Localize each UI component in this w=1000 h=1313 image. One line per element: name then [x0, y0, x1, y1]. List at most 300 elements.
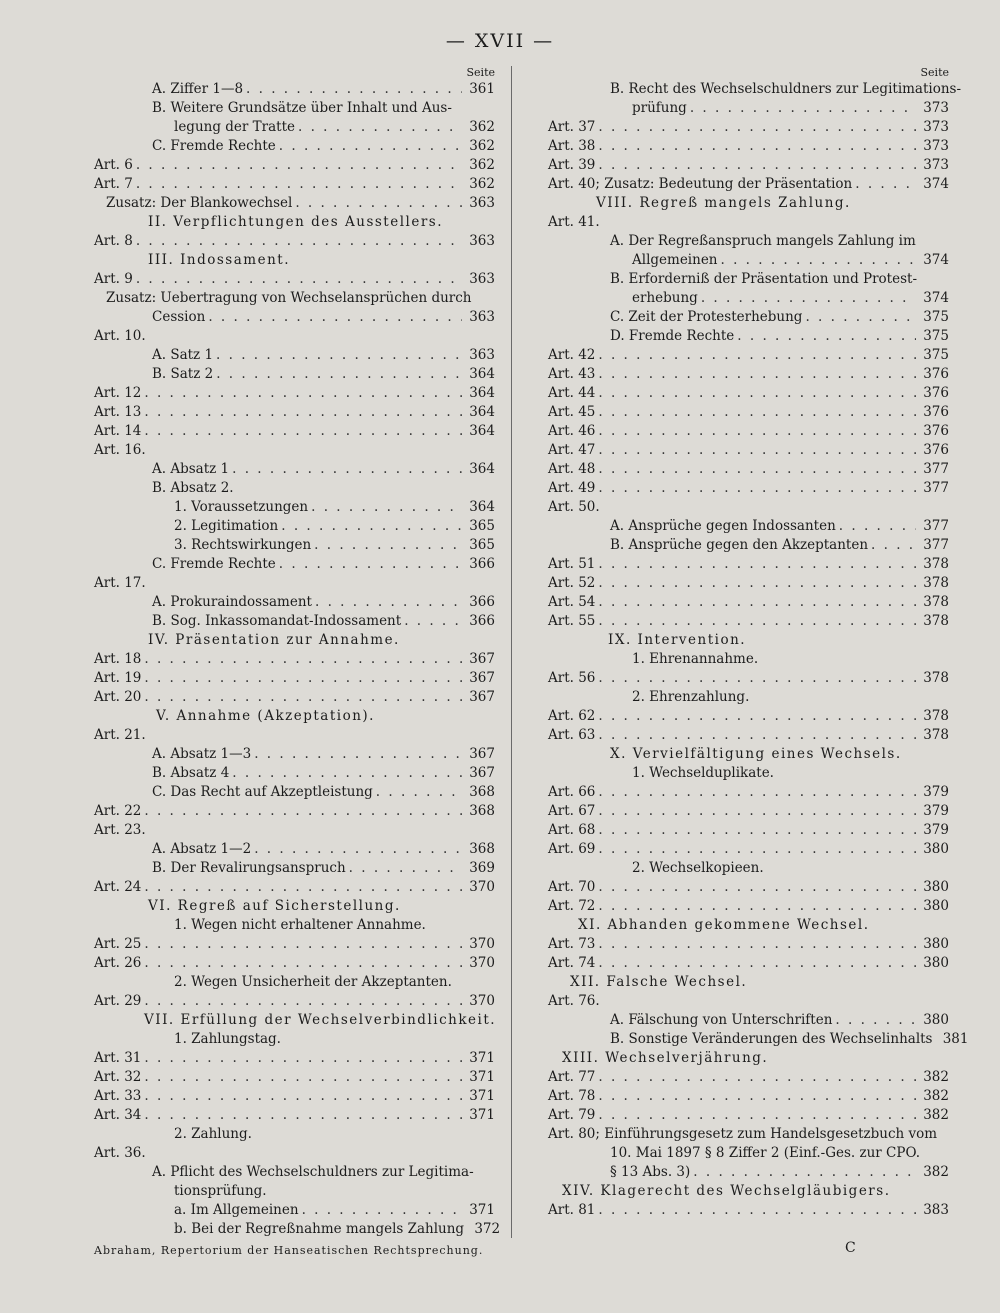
toc-entry-label: A. Satz 1 — [152, 347, 214, 363]
dot-leader — [598, 346, 916, 365]
toc-entry — [548, 973, 949, 992]
toc-entry-label: B. Recht des Wechselschuldners zur Legitimations- — [610, 81, 962, 97]
toc-entry-label: Art. 19 — [94, 670, 142, 686]
toc-page-number: 365 — [469, 537, 495, 553]
toc-entry-label: Art. 40; Zusatz: Bedeutung der Präsentation — [548, 176, 853, 192]
toc-entry-label: legung der Tratte — [174, 119, 295, 135]
dot-leader — [216, 365, 462, 384]
dot-leader — [598, 612, 916, 631]
toc-page-number: 372 — [474, 1221, 501, 1237]
dot-leader — [208, 308, 462, 327]
dot-leader — [144, 954, 462, 973]
left-entry-list — [94, 80, 501, 1239]
toc-page-number: 364 — [469, 499, 495, 515]
toc-entry-label: Art. 67 — [548, 803, 596, 819]
toc-page-number: 370 — [469, 993, 495, 1009]
toc-page-number: 377 — [923, 518, 949, 534]
toc-entry — [548, 327, 949, 346]
toc-page-number: 380 — [923, 955, 949, 971]
toc-entry — [94, 99, 495, 118]
toc-entry-label: Allgemeinen — [632, 252, 718, 268]
dot-leader — [598, 555, 916, 574]
toc-page-number: 364 — [469, 423, 495, 439]
toc-page-number: 379 — [923, 803, 949, 819]
seite-label: Seite — [920, 66, 949, 79]
toc-entry-label: Art. 80; Einführungsgesetz zum Handelsgesetzbuch vom — [548, 1126, 938, 1142]
toc-entry-label: Art. 33 — [94, 1088, 142, 1104]
dot-leader — [144, 422, 462, 441]
toc-entry-label: Art. 16. — [94, 442, 146, 458]
toc-entry — [94, 517, 495, 536]
toc-entry-label: erhebung — [632, 290, 698, 306]
toc-entry-label: Art. 68 — [548, 822, 596, 838]
toc-entry-label: Art. 70 — [548, 879, 596, 895]
toc-entry-label: A. Der Regreßanspruch mangels Zahlung im — [610, 233, 916, 249]
dot-leader — [279, 137, 462, 156]
dot-leader — [598, 1087, 916, 1106]
toc-page-number: 362 — [469, 157, 495, 173]
toc-entry — [94, 745, 495, 764]
toc-entry — [548, 821, 949, 840]
toc-entry — [548, 1125, 949, 1144]
dot-leader — [144, 650, 462, 669]
toc-entry-label: B. Ansprüche gegen den Akzeptanten — [610, 537, 869, 553]
toc-entry-label: 2. Legitimation — [174, 518, 279, 534]
toc-page-number: 363 — [469, 347, 495, 363]
toc-section-heading: III. Indossament. — [148, 252, 290, 268]
toc-entry — [548, 669, 949, 688]
toc-entry-label: C. Das Recht auf Akzeptleistung — [152, 784, 373, 800]
toc-entry-label: A. Absatz 1 — [152, 461, 230, 477]
toc-section-heading: X. Vervielfältigung eines Wechsels. — [610, 746, 902, 762]
toc-page-number: 375 — [923, 328, 949, 344]
toc-entry — [94, 251, 495, 270]
dot-leader — [302, 1201, 462, 1220]
toc-entry — [94, 1201, 495, 1220]
toc-page-number: 378 — [923, 708, 949, 724]
dot-leader — [701, 289, 916, 308]
toc-section-heading: IX. Intervention. — [608, 632, 747, 648]
toc-page-number: 378 — [923, 613, 949, 629]
toc-page-number: 380 — [923, 879, 949, 895]
toc-entry — [548, 1049, 949, 1068]
dot-leader — [598, 707, 916, 726]
toc-page-number: 376 — [923, 366, 949, 382]
dot-leader — [598, 897, 916, 916]
dot-leader — [598, 156, 916, 175]
toc-entry — [94, 422, 495, 441]
toc-entry-label: Art. 23. — [94, 822, 146, 838]
dot-leader — [314, 536, 462, 555]
dot-leader — [298, 118, 462, 137]
toc-section-heading: XIV. Klagerecht des Wechselgläubigers. — [562, 1183, 891, 1199]
toc-entry-label: Art. 74 — [548, 955, 596, 971]
toc-entry-label: prüfung — [632, 100, 687, 116]
toc-entry — [548, 118, 949, 137]
toc-entry-label: A. Prokuraindossament — [152, 594, 312, 610]
dot-leader — [144, 384, 462, 403]
toc-entry-label: B. Sonstige Veränderungen des Wechselinhalts — [610, 1031, 933, 1047]
toc-entry — [548, 764, 949, 783]
toc-entry-label: C. Fremde Rechte — [152, 138, 276, 154]
toc-entry — [548, 650, 949, 669]
toc-entry-label: Art. 41. — [548, 214, 600, 230]
toc-entry — [548, 156, 949, 175]
toc-entry — [548, 99, 949, 118]
toc-page-number: 362 — [469, 138, 495, 154]
toc-entry — [94, 707, 495, 726]
toc-entry — [548, 574, 949, 593]
toc-page-number: 371 — [469, 1107, 495, 1123]
toc-entry — [548, 593, 949, 612]
toc-page-number: 362 — [469, 119, 495, 135]
dot-leader — [839, 517, 916, 536]
toc-entry-label: 1. Wegen nicht erhaltener Annahme. — [174, 917, 426, 933]
toc-page-number: 371 — [469, 1050, 495, 1066]
dot-leader — [598, 726, 916, 745]
toc-entry — [548, 346, 949, 365]
dot-leader — [598, 783, 916, 802]
toc-entry — [94, 137, 495, 156]
toc-entry-label: Art. 39 — [548, 157, 596, 173]
toc-entry-label: Art. 79 — [548, 1107, 596, 1123]
toc-page-number: 371 — [469, 1069, 495, 1085]
toc-entry-label: Art. 8 — [94, 233, 133, 249]
dot-leader — [598, 1201, 916, 1220]
toc-entry-label: Art. 72 — [548, 898, 596, 914]
dot-leader — [690, 99, 916, 118]
toc-entry-label: Art. 26 — [94, 955, 142, 971]
toc-page-number: 371 — [469, 1088, 495, 1104]
toc-page-number: 378 — [923, 575, 949, 591]
toc-entry — [548, 175, 949, 194]
toc-entry — [548, 1030, 969, 1049]
toc-entry — [94, 1068, 495, 1087]
toc-page-number: 374 — [923, 176, 949, 192]
toc-entry-label: Art. 54 — [548, 594, 596, 610]
dot-leader — [281, 517, 462, 536]
toc-entry — [94, 878, 495, 897]
toc-entry — [548, 1182, 949, 1201]
toc-entry — [94, 403, 495, 422]
toc-entry-label: C. Fremde Rechte — [152, 556, 276, 572]
left-column — [94, 66, 501, 1239]
toc-entry-label: Cession — [152, 309, 206, 325]
toc-page-number: 375 — [923, 309, 949, 325]
toc-page-number: 382 — [923, 1164, 949, 1180]
toc-section-heading: XIII. Wechselverjährung. — [562, 1050, 769, 1066]
toc-entry — [94, 118, 495, 137]
toc-entry-label: Art. 20 — [94, 689, 142, 705]
dot-leader — [349, 859, 462, 878]
toc-entry — [94, 916, 495, 935]
dot-leader — [136, 156, 462, 175]
toc-entry — [94, 308, 495, 327]
toc-entry — [94, 175, 495, 194]
toc-entry-label: Art. 76. — [548, 993, 600, 1009]
toc-entry — [94, 1125, 495, 1144]
toc-entry — [94, 593, 495, 612]
toc-entry-label: Art. 46 — [548, 423, 596, 439]
toc-page-number: 377 — [923, 537, 949, 553]
dot-leader — [598, 384, 916, 403]
toc-entry — [548, 555, 949, 574]
dot-leader — [835, 1011, 916, 1030]
toc-entry-label: § 13 Abs. 3) — [610, 1164, 691, 1180]
dot-leader — [598, 441, 916, 460]
dot-leader — [232, 460, 462, 479]
dot-leader — [855, 175, 916, 194]
toc-entry — [94, 1106, 495, 1125]
toc-entry-label: Art. 47 — [548, 442, 596, 458]
toc-page-number: 379 — [923, 822, 949, 838]
dot-leader — [144, 935, 462, 954]
toc-entry-label: Art. 43 — [548, 366, 596, 382]
dot-leader — [144, 688, 462, 707]
toc-entry — [94, 536, 495, 555]
toc-page-number: 377 — [923, 480, 949, 496]
toc-entry — [548, 612, 949, 631]
toc-page-number: 374 — [923, 290, 949, 306]
toc-entry-label: D. Fremde Rechte — [610, 328, 735, 344]
toc-entry — [94, 631, 495, 650]
toc-page-number: 378 — [923, 727, 949, 743]
toc-page-number: 380 — [923, 936, 949, 952]
toc-entry — [548, 783, 949, 802]
toc-entry — [548, 745, 949, 764]
toc-entry — [94, 802, 495, 821]
toc-entry-label: Art. 50. — [548, 499, 600, 515]
dot-leader — [598, 118, 916, 137]
toc-entry-label: Art. 66 — [548, 784, 596, 800]
toc-entry — [94, 612, 495, 631]
dot-leader — [136, 175, 462, 194]
dot-leader — [144, 1068, 462, 1087]
toc-page-number: 373 — [923, 157, 949, 173]
toc-entry — [94, 460, 495, 479]
toc-entry — [94, 1049, 495, 1068]
dot-leader — [598, 1106, 916, 1125]
toc-entry — [94, 1182, 495, 1201]
toc-entry — [548, 840, 949, 859]
toc-entry-label: Zusatz: Der Blankowechsel — [106, 195, 293, 211]
toc-entry-label: Art. 56 — [548, 670, 596, 686]
column-divider — [511, 66, 512, 1238]
toc-page-number: 367 — [469, 765, 495, 781]
toc-entry — [548, 1163, 949, 1182]
toc-entry — [548, 479, 949, 498]
toc-page-number: 382 — [923, 1069, 949, 1085]
dot-leader — [693, 1163, 916, 1182]
signature-mark: C — [845, 1240, 856, 1256]
toc-entry-label: Art. 24 — [94, 879, 142, 895]
toc-entry-label: Art. 42 — [548, 347, 596, 363]
toc-entry — [548, 232, 949, 251]
toc-entry-label: Art. 52 — [548, 575, 596, 591]
dot-leader — [404, 612, 462, 631]
toc-entry — [548, 1087, 949, 1106]
toc-section-heading: VI. Regreß auf Sicherstellung. — [148, 898, 401, 914]
toc-page-number: 362 — [469, 176, 495, 192]
dot-leader — [598, 403, 916, 422]
toc-entry — [94, 156, 495, 175]
toc-entry — [94, 498, 495, 517]
toc-page-number: 383 — [923, 1202, 949, 1218]
dot-leader — [144, 1049, 462, 1068]
seite-label: Seite — [466, 66, 495, 79]
toc-entry — [94, 1087, 495, 1106]
toc-entry-label: A. Fälschung von Unterschriften — [610, 1012, 833, 1028]
toc-page-number: 363 — [469, 195, 495, 211]
dot-leader — [598, 802, 916, 821]
toc-page-number: 382 — [923, 1088, 949, 1104]
toc-page-number: 376 — [923, 442, 949, 458]
toc-entry-label: Zusatz: Uebertragung von Wechselansprüchen durch — [106, 290, 472, 306]
toc-page-number: 370 — [469, 879, 495, 895]
toc-entry-label: Art. 45 — [548, 404, 596, 420]
toc-entry-label: Art. 69 — [548, 841, 596, 857]
toc-page-number: 378 — [923, 594, 949, 610]
toc-page-number: 378 — [923, 670, 949, 686]
toc-entry-label: Art. 49 — [548, 480, 596, 496]
toc-page-number: 377 — [923, 461, 949, 477]
toc-entry-label: Art. 9 — [94, 271, 133, 287]
toc-page-number: 378 — [923, 556, 949, 572]
toc-entry — [94, 232, 495, 251]
dot-leader — [598, 422, 916, 441]
toc-entry — [548, 270, 949, 289]
toc-entry — [94, 346, 495, 365]
toc-entry-label: Art. 38 — [548, 138, 596, 154]
dot-leader — [136, 270, 462, 289]
toc-entry — [94, 384, 495, 403]
toc-entry-label: Art. 55 — [548, 613, 596, 629]
toc-page-number: 369 — [469, 860, 495, 876]
toc-entry — [94, 213, 495, 232]
toc-entry — [94, 897, 495, 916]
toc-page-number: 367 — [469, 746, 495, 762]
toc-page-number: 363 — [469, 309, 495, 325]
toc-page-number: 374 — [923, 252, 949, 268]
toc-entry — [548, 289, 949, 308]
toc-page-number: 366 — [469, 594, 495, 610]
toc-page-number: 379 — [923, 784, 949, 800]
toc-page-number: 366 — [469, 613, 495, 629]
toc-entry-label: 2. Ehrenzahlung. — [632, 689, 750, 705]
dot-leader — [254, 840, 462, 859]
toc-page-number: 368 — [469, 803, 495, 819]
toc-section-heading: V. Annahme (Akzeptation). — [156, 708, 375, 724]
dot-leader — [376, 783, 462, 802]
dot-leader — [144, 802, 462, 821]
toc-entry — [548, 365, 949, 384]
toc-entry-label: Art. 25 — [94, 936, 142, 952]
toc-entry-label: Art. 63 — [548, 727, 596, 743]
dot-leader — [246, 80, 462, 99]
dot-leader — [315, 593, 462, 612]
toc-entry — [94, 574, 495, 593]
toc-entry — [548, 460, 949, 479]
toc-entry — [548, 498, 949, 517]
toc-entry-label: A. Absatz 1—2 — [152, 841, 252, 857]
toc-page-number: 376 — [923, 423, 949, 439]
toc-entry — [548, 802, 949, 821]
toc-entry — [548, 137, 949, 156]
toc-entry-label: 2. Wegen Unsicherheit der Akzeptanten. — [174, 974, 452, 990]
dot-leader — [598, 137, 916, 156]
dot-leader — [598, 593, 916, 612]
toc-entry — [548, 992, 949, 1011]
toc-page-number: 376 — [923, 385, 949, 401]
toc-page-number: 370 — [469, 955, 495, 971]
toc-entry-label: Art. 7 — [94, 176, 133, 192]
toc-page-number: 368 — [469, 784, 495, 800]
toc-entry — [94, 327, 495, 346]
toc-entry — [548, 441, 949, 460]
toc-page-number: 373 — [923, 138, 949, 154]
toc-page-number: 361 — [469, 81, 495, 97]
dot-leader — [871, 536, 916, 555]
toc-entry-label: Art. 22 — [94, 803, 142, 819]
toc-entry-label: Art. 81 — [548, 1202, 596, 1218]
dot-leader — [598, 460, 916, 479]
toc-entry — [548, 1106, 949, 1125]
toc-entry — [94, 1011, 495, 1030]
toc-entry-label: B. Absatz 2. — [152, 480, 234, 496]
toc-entry-label: Art. 34 — [94, 1107, 142, 1123]
toc-entry — [94, 973, 495, 992]
toc-entry — [548, 422, 949, 441]
toc-entry-label: 1. Voraussetzungen — [174, 499, 309, 515]
toc-entry-label: B. Satz 2 — [152, 366, 214, 382]
toc-entry-label: Art. 14 — [94, 423, 142, 439]
toc-entry — [548, 954, 949, 973]
dot-leader — [598, 821, 916, 840]
toc-entry — [94, 441, 495, 460]
toc-entry — [548, 726, 949, 745]
toc-entry-label: A. Absatz 1—3 — [152, 746, 252, 762]
toc-entry — [94, 365, 495, 384]
toc-page-number: 380 — [923, 898, 949, 914]
toc-entry-label: Art. 10. — [94, 328, 146, 344]
toc-entry — [94, 859, 495, 878]
toc-page-number: 364 — [469, 366, 495, 382]
toc-entry-label: Art. 32 — [94, 1069, 142, 1085]
dot-leader — [805, 308, 916, 327]
toc-entry — [548, 688, 949, 707]
page-number: — XVII — — [445, 30, 555, 52]
dot-leader — [144, 669, 462, 688]
toc-entry-label: 1. Wechselduplikate. — [632, 765, 774, 781]
toc-entry-label: C. Zeit der Protesterhebung — [610, 309, 803, 325]
toc-entry-label: 2. Wechselkopieen. — [632, 860, 764, 876]
dot-leader — [737, 327, 916, 346]
dot-leader — [279, 555, 462, 574]
toc-page-number: 371 — [469, 1202, 495, 1218]
toc-entry-label: Art. 62 — [548, 708, 596, 724]
toc-entry-label: 1. Ehrenannahme. — [632, 651, 759, 667]
toc-entry-label: b. Bei der Regreßnahme mangels Zahlung — [174, 1221, 465, 1237]
right-entry-list — [548, 80, 969, 1220]
dot-leader — [136, 232, 462, 251]
toc-page-number: 373 — [923, 100, 949, 116]
dot-leader — [598, 1068, 916, 1087]
dot-leader — [598, 479, 916, 498]
toc-entry-label: A. Ansprüche gegen Indossanten — [610, 518, 836, 534]
toc-entry-label: 10. Mai 1897 § 8 Ziffer 2 (Einf.-Ges. zur CPO. — [610, 1145, 921, 1161]
toc-entry — [94, 1163, 495, 1182]
toc-page-number: 363 — [469, 233, 495, 249]
